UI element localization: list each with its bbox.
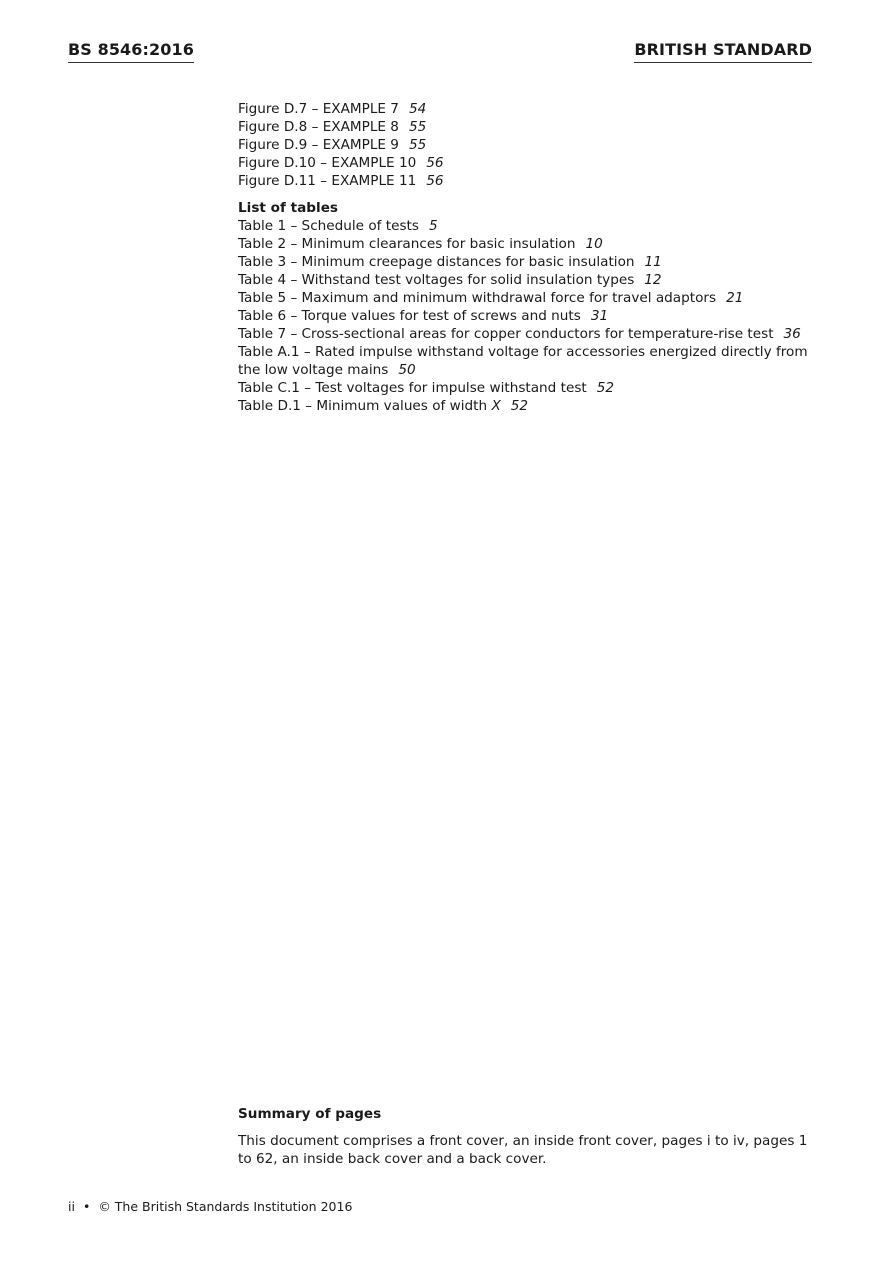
toc-page-number: 56 [426,173,444,189]
toc-page-number: 5 [428,218,438,234]
toc-page-number: 21 [726,290,744,306]
toc-figure-entry[interactable]: Figure D.8 – EXAMPLE 8 55 [238,119,427,135]
toc-page-number: 52 [510,398,529,414]
header-standard-number: BS 8546:2016 [68,40,194,63]
summary-of-pages [238,1105,808,1168]
table-of-contents [238,100,808,415]
toc-table-entry[interactable]: Table 4 – Withstand test voltages for solid insulation types 12 [238,272,662,288]
toc-figure-entry[interactable]: Figure D.10 – EXAMPLE 10 56 [238,155,444,171]
footer-bullet: • [82,1199,91,1214]
toc-variable-x: X [491,398,501,414]
toc-page-number: 10 [585,236,603,252]
toc-figure-entry[interactable]: Figure D.7 – EXAMPLE 7 54 [238,101,427,117]
toc-table-entry[interactable]: Table 2 – Minimum clearances for basic insulation 10 [238,236,603,252]
toc-page-number: 52 [596,380,615,396]
toc-page-number: 36 [783,326,801,342]
summary-text: This document comprises a front cover, an inside front cover, pages i to iv, pages 1 to 62, an inside back cover and a back cover. [238,1133,808,1167]
summary-title: Summary of pages [238,1106,382,1122]
toc-page-number: 50 [398,362,416,378]
toc-table-entry[interactable]: Table A.1 – Rated impulse withstand voltage for accessories energized directly from the low voltage mains 50 [238,344,808,378]
toc-table-entry[interactable]: Table 6 – Torque values for test of screws and nuts 31 [238,308,609,324]
toc-table-entry[interactable]: Table D.1 – Minimum values of width X 52 [238,398,529,414]
toc-table-entry[interactable]: Table 7 – Cross-sectional areas for copper conductors for temperature-rise test 36 [238,326,801,342]
toc-figure-entry[interactable]: Figure D.11 – EXAMPLE 11 56 [238,173,444,189]
toc-table-entry[interactable]: Table 1 – Schedule of tests 5 [238,218,438,234]
header-publisher: BRITISH STANDARD [634,40,812,63]
toc-table-entry[interactable]: Table 3 – Minimum creepage distances for basic insulation 11 [238,254,662,270]
footer-page-number: ii [68,1199,75,1214]
toc-page-number: 54 [408,101,427,117]
toc-page-number: 31 [590,308,609,324]
list-of-tables-heading: List of tables [238,200,339,216]
footer-copyright: © The British Standards Institution 2016 [98,1199,353,1214]
toc-page-number: 12 [644,272,662,288]
toc-page-number: 55 [408,137,427,153]
toc-figure-entry[interactable]: Figure D.9 – EXAMPLE 9 55 [238,137,427,153]
page-footer [68,1199,352,1215]
toc-page-number: 56 [426,155,444,171]
toc-page-number: 55 [408,119,427,135]
toc-page-number: 11 [644,254,662,270]
toc-table-entry[interactable]: Table C.1 – Test voltages for impulse withstand test 52 [238,380,615,396]
toc-table-entry[interactable]: Table 5 – Maximum and minimum withdrawal force for travel adaptors 21 [238,290,744,306]
